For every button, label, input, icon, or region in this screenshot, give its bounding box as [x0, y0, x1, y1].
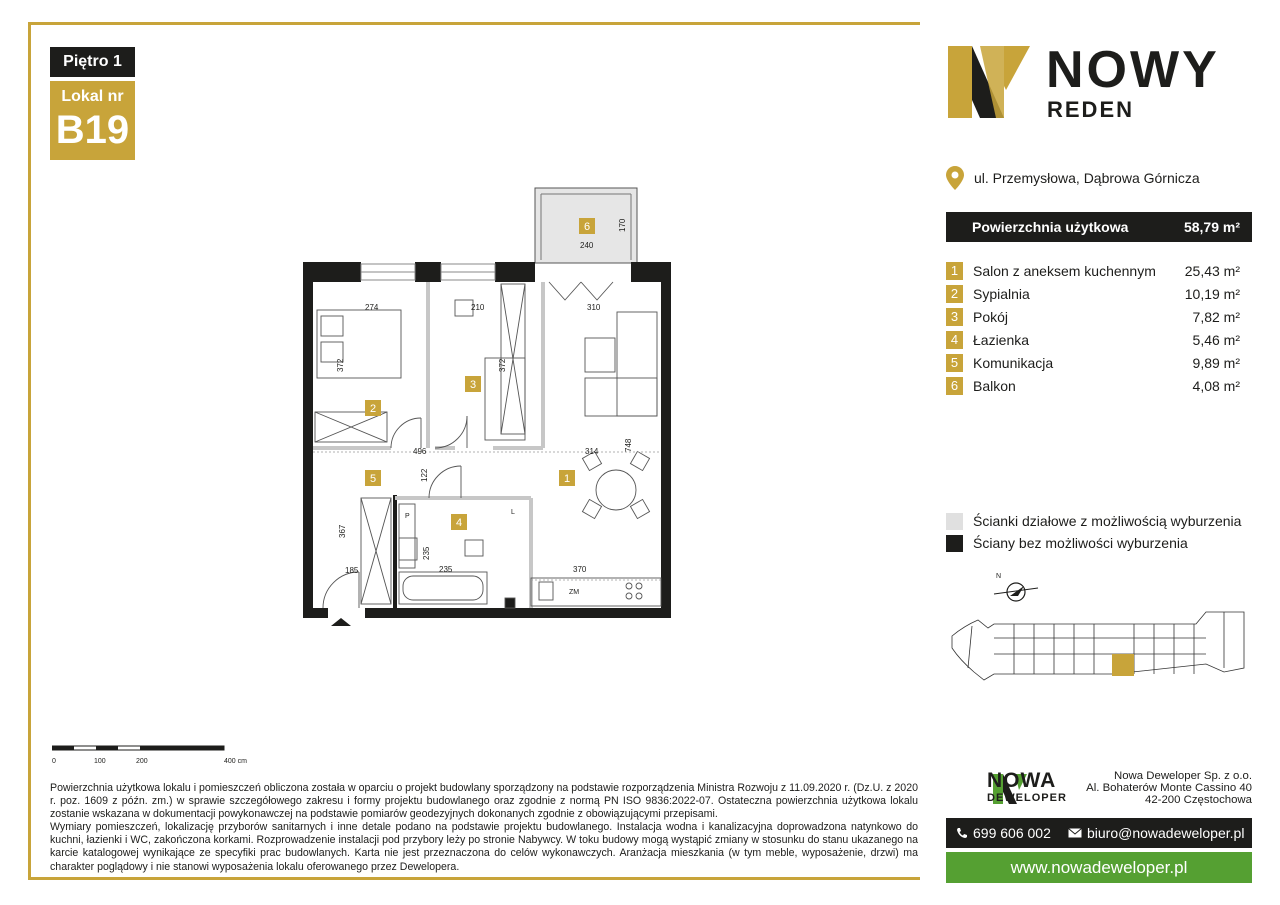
scale-bar [52, 744, 252, 768]
company-name: Nowa Deweloper Sp. z o.o. [1113, 770, 1252, 782]
room-name: Sypialnia [973, 286, 1030, 302]
disclaimer-paragraph-1: Powierzchnia użytkowa lokalu i pomieszczeń obliczona została w oparciu o projekt budowlany sporządzony na podstawie rozporządzenia Ministra Rozwoju z 11.09.2020 r. (Dz.U. z 2020 r. poz. 1609 z późn. zm.) w sprawie szczegółowego zakresu i formy projektu budowlanego oraz zgodnie z normą PN ISO 9836:2022-07. Ostateczna powierzchnia użytkowa lokalu zostanie wskazana w dokumentacji powykonawczej na podstawie pomiarów geodezyjnych dokonanych zgodnie z obowiązującymi przepisami. [50, 782, 918, 821]
appliance-zm: ZM [569, 589, 580, 596]
email-contact[interactable] [1068, 825, 1244, 841]
unit-number: B19 [55, 108, 130, 152]
frame-top-line [28, 22, 920, 25]
appliance-p: P [405, 513, 410, 520]
floor-plan [295, 180, 685, 630]
dim-balcony-width: 240 [580, 241, 594, 250]
scale-label-100: 100 [94, 758, 106, 765]
room-row [946, 261, 1246, 284]
room-area: 9,89 m² [1192, 355, 1240, 371]
address-text: ul. Przemysłowa, Dąbrowa Górnicza [974, 170, 1200, 186]
legend-swatch-light [946, 513, 963, 530]
room-number-6: 6 [583, 221, 591, 233]
room-area: 10,19 m² [1184, 286, 1240, 302]
room-row [946, 284, 1246, 307]
room-index: 4 [946, 331, 963, 349]
dim-bath-235-h: 235 [439, 565, 453, 574]
dim-hall-185: 185 [345, 566, 359, 575]
room-area: 25,43 m² [1184, 263, 1240, 279]
phone-icon [956, 827, 968, 839]
frame-left-line [28, 22, 31, 880]
legend-removable-text: Ścianki działowe z możliwością wyburzenia [973, 513, 1242, 529]
room-area: 7,82 m² [1192, 309, 1240, 325]
phone-contact[interactable] [956, 825, 1051, 841]
room-name: Balkon [973, 378, 1016, 394]
room-index: 6 [946, 377, 963, 395]
company-address [1080, 770, 1252, 806]
company-city: 42-200 Częstochowa [1144, 794, 1252, 806]
dim-bedroom-width: 274 [365, 303, 379, 312]
building-outline [952, 612, 1244, 680]
unit-label: Lokal nr [61, 88, 124, 105]
developer-logo-subtext: DEWELOPER [987, 792, 1067, 804]
dim-living-748: 748 [624, 438, 633, 452]
phone-number: 699 606 002 [973, 825, 1051, 841]
email-address: biuro@nowadeweloper.pl [1087, 825, 1245, 841]
dim-room3-length: 372 [498, 358, 507, 372]
room-number-markers [365, 218, 595, 530]
room-area: 5,46 m² [1192, 332, 1240, 348]
dim-living-width: 310 [587, 303, 601, 312]
dim-bedroom-length: 372 [336, 358, 345, 372]
location-pin-icon [946, 166, 964, 190]
room-number-1: 1 [563, 473, 571, 485]
compass-north: N [996, 573, 1002, 580]
usable-area-value: 58,79 m² [1183, 219, 1240, 235]
room-name: Łazienka [973, 332, 1030, 348]
address [946, 165, 1200, 191]
contact-bar [946, 818, 1252, 848]
usable-area-label: Powierzchnia użytkowa [972, 219, 1129, 235]
appliance-l: L [511, 509, 515, 516]
room-name: Komunikacja [973, 355, 1054, 371]
room-row [946, 307, 1246, 330]
room-number-4: 4 [455, 517, 463, 529]
disclaimer [50, 782, 918, 874]
entrance-marker [331, 618, 351, 626]
legend-swatch-dark [946, 535, 963, 552]
unit-location-marker [1112, 654, 1134, 676]
room-name: Pokój [973, 309, 1009, 325]
unit-badge [50, 81, 135, 160]
room-list [946, 261, 1246, 399]
developer-logo-text: NOWA [987, 769, 1057, 792]
room-row [946, 376, 1246, 399]
dim-living-314: 314 [585, 447, 599, 456]
room-number-2: 2 [369, 403, 377, 415]
room-number-3: 3 [469, 379, 477, 391]
room-number-5: 5 [369, 473, 377, 485]
disclaimer-paragraph-2: Wymiary pomieszczeń, lokalizację przyborów sanitarnych i inne detale podano na podstawie projektu budowlanego. Instalacja wodna i kanalizacyjna doprowadzona natynkowo do kuchni, łazienki i WC, zakończona korkami. Rozprowadzenie instalacji pod przybory leży po stronie Nabywcy. W toku budowy mogą wystąpić zmiany w stosunku do stanu ukazanego na karcie katalogowej wynikające ze specyfiki prac budowlanych. Karta nie jest przeznaczona do celów wykonawczych. Aranżacja mieszkania (w tym meble, wyposażenie, drzwi) ma charakter poglądowy i nie stanowi wyposażenia lokalu oferowanego przez Dewelopera. [50, 821, 918, 873]
compass-icon [994, 583, 1038, 601]
scale-label-0: 0 [52, 758, 56, 765]
room-area: 4,08 m² [1192, 378, 1240, 394]
website-link[interactable]: www.nowadeweloper.pl [946, 852, 1252, 883]
dim-room3-width: 210 [471, 303, 485, 312]
site-plan [944, 568, 1254, 688]
room-row [946, 353, 1246, 376]
usable-area-bar [946, 212, 1252, 242]
company-street: Al. Bohaterów Monte Cassino 40 [1086, 782, 1252, 794]
dim-bath-235-v: 235 [422, 546, 431, 560]
room-index: 5 [946, 354, 963, 372]
dim-122: 122 [420, 468, 429, 482]
dim-496: 496 [413, 447, 427, 456]
scale-label-200: 200 [136, 758, 148, 765]
room-index: 1 [946, 262, 963, 280]
dim-balcony-depth: 170 [618, 218, 627, 232]
scale-label-400: 400 cm [224, 758, 247, 765]
brand-name: NOWY [1046, 41, 1220, 99]
dim-kitchen-370: 370 [573, 565, 587, 574]
room-index: 3 [946, 308, 963, 326]
floor-badge: Piętro 1 [50, 47, 135, 77]
room-row [946, 330, 1246, 353]
envelope-icon [1068, 828, 1082, 838]
frame-bottom-line [28, 877, 920, 880]
dim-hall-367: 367 [338, 524, 347, 538]
legend-fixed-text: Ściany bez możliwości wyburzenia [973, 535, 1188, 551]
room-index: 2 [946, 285, 963, 303]
brand-subtitle: REDEN [1047, 97, 1135, 122]
room-name: Salon z aneksem kuchennym [973, 263, 1156, 279]
